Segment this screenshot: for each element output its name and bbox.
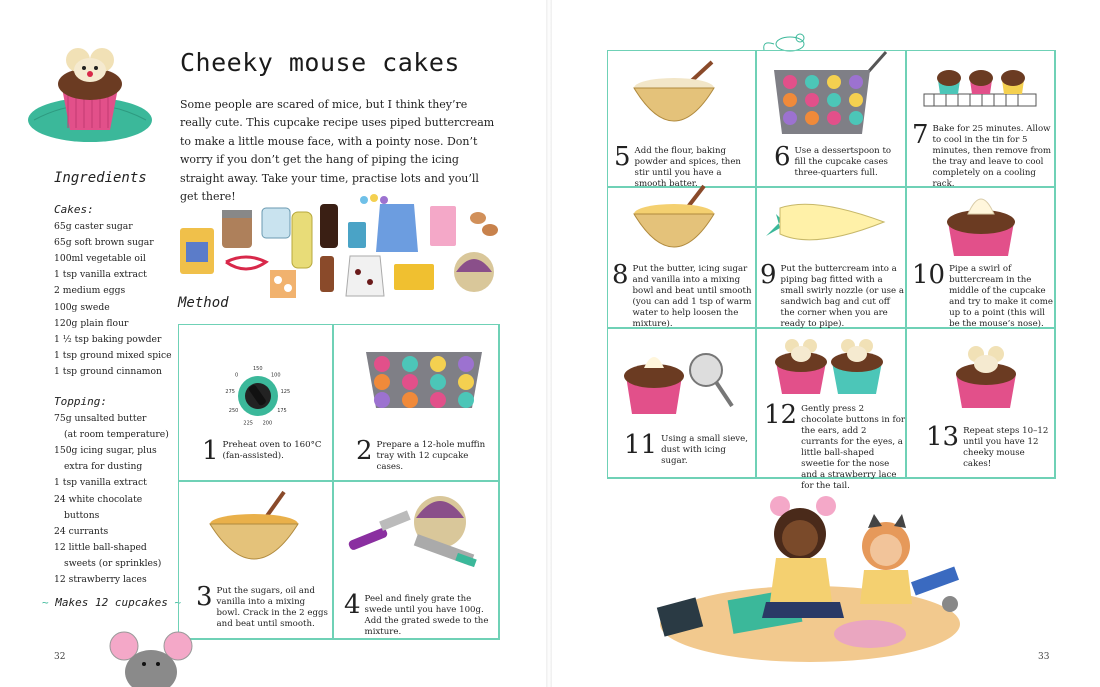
topping-heading: Topping: bbox=[54, 395, 107, 408]
step-4 bbox=[344, 590, 494, 638]
step-9 bbox=[760, 260, 904, 330]
ingredient-item: extra for dusting bbox=[64, 461, 143, 473]
cupcake-case bbox=[827, 75, 841, 89]
ingredient-item: 75g unsalted butter bbox=[54, 413, 147, 425]
step-text: Bake for 25 minutes. Allow to cool in the tin for 5 minutes, then remove from the tray and leave to cool completely on a cooling rack. bbox=[932, 124, 1052, 189]
step-number: 5 bbox=[614, 142, 631, 172]
page-number-left: 32 bbox=[54, 652, 66, 662]
squiggle-right-icon: ~ bbox=[174, 596, 182, 609]
mouse-cupcakes-illustration bbox=[772, 332, 892, 398]
step-text: Add the flour, baking powder and spices, then stir until you have a smooth batter. bbox=[634, 146, 741, 189]
dial-label: 0 bbox=[235, 372, 239, 379]
cupcake-case bbox=[458, 374, 474, 390]
step-text: Gently press 2 chocolate buttons in for the ears, add 2 currants for the eyes, a little ball-shaped sweetie for the nose and a strawberry lace for the tail. bbox=[801, 404, 906, 491]
mouse-face-illustration bbox=[108, 630, 198, 680]
cupcake-case bbox=[805, 111, 819, 125]
dial-label: 250 bbox=[228, 408, 239, 414]
dial-label: 225 bbox=[243, 420, 253, 427]
dial-label: 200 bbox=[262, 420, 273, 427]
step-number: 4 bbox=[344, 590, 361, 620]
step-text: Put the sugars, oil and vanilla into a mixing bowl. Crack in the 2 eggs and beat until smooth. bbox=[216, 586, 328, 629]
cupcake-case bbox=[430, 392, 446, 408]
cupcake-case bbox=[374, 374, 390, 390]
ingredient-item: 24 white chocolate bbox=[54, 493, 143, 505]
step-number: 11 bbox=[624, 430, 658, 460]
cupcake-case bbox=[827, 93, 841, 107]
ingredient-item: sweets (or sprinkles) bbox=[64, 557, 162, 569]
step-text: Preheat oven to 160°C (fan-assisted). bbox=[222, 440, 322, 461]
step-10 bbox=[912, 260, 1054, 330]
step-text: Prepare a 12-hole muffin tray with 12 cupcake cases. bbox=[376, 440, 486, 472]
step-number: 12 bbox=[764, 400, 798, 430]
makes-text: Makes 12 cupcakes bbox=[55, 596, 168, 609]
ingredient-item: 2 medium eggs bbox=[54, 285, 126, 297]
cupcake-case bbox=[849, 111, 863, 125]
step-1 bbox=[202, 436, 332, 466]
dial-label: 175 bbox=[277, 408, 287, 414]
step-number: 13 bbox=[926, 422, 960, 452]
step-6 bbox=[774, 142, 904, 179]
muffin-tray-illustration bbox=[360, 342, 490, 422]
step-5 bbox=[614, 142, 754, 190]
step-text: Pipe a swirl of buttercream in the middle of the cupcake and try to make it come up to a point (this will be the mouse’s nose). bbox=[949, 264, 1053, 329]
step-11 bbox=[624, 430, 754, 467]
cupcake-case bbox=[402, 392, 418, 408]
ingredient-item: (at room temperature) bbox=[64, 429, 169, 441]
cupcake-case bbox=[402, 356, 418, 372]
step-number: 9 bbox=[760, 260, 777, 290]
cupcake-case bbox=[805, 75, 819, 89]
cupcake-case bbox=[374, 392, 390, 408]
cupcake-top bbox=[969, 70, 993, 86]
method-heading: Method bbox=[178, 295, 229, 311]
dial-label: 100 bbox=[271, 372, 281, 379]
ingredient-item: 1 tsp ground mixed spice bbox=[54, 349, 172, 361]
cupcake-case bbox=[849, 75, 863, 89]
step-text: Use a dessertspoon to fill the cupcake cases three-quarters full. bbox=[794, 146, 892, 178]
cupcake-case bbox=[827, 111, 841, 125]
page-number-right: 33 bbox=[1038, 652, 1050, 662]
ingredient-item: 1 tsp vanilla extract bbox=[54, 269, 147, 281]
step-7 bbox=[912, 120, 1054, 190]
ingredient-item: 24 currants bbox=[54, 525, 109, 537]
piping-bag-illustration bbox=[764, 194, 894, 254]
step-number: 2 bbox=[356, 436, 373, 466]
cupcake-top bbox=[1001, 70, 1025, 86]
step-number: 6 bbox=[774, 142, 791, 172]
right-page bbox=[550, 0, 1100, 687]
ingredient-item: buttons bbox=[64, 509, 100, 521]
ingredient-item: 1 tsp vanilla extract bbox=[54, 477, 147, 489]
ingredient-item: 1 tsp ground cinnamon bbox=[54, 365, 162, 377]
step-number: 1 bbox=[202, 436, 219, 466]
cupcake-case bbox=[783, 111, 797, 125]
cupcake-case bbox=[430, 374, 446, 390]
step-text: Peel and finely grate the swede until you have 100g. Add the grated swede to the mixture. bbox=[364, 594, 489, 637]
ingredient-item: 1 ½ tsp baking powder bbox=[54, 333, 162, 345]
ingredient-item: 150g icing sugar, plus bbox=[54, 445, 157, 457]
step-number: 8 bbox=[612, 260, 629, 290]
step-text: Using a small sieve, dust with icing sugar. bbox=[661, 434, 748, 466]
peeler-grater-illustration bbox=[344, 490, 484, 580]
step-8 bbox=[612, 260, 754, 330]
cakes-ingredient-list bbox=[54, 202, 174, 380]
tray-spoon-illustration bbox=[770, 48, 890, 138]
cupcake-case bbox=[805, 93, 819, 107]
cupcake-case bbox=[458, 392, 474, 408]
ingredient-item: 100g swede bbox=[54, 301, 110, 313]
squiggle-left-icon: ~ bbox=[42, 596, 49, 609]
oven-dial-illustration bbox=[220, 360, 300, 430]
ingredient-item: 120g plain flour bbox=[54, 317, 129, 329]
cupcake-case bbox=[849, 93, 863, 107]
cupcake-top bbox=[937, 70, 961, 86]
step-number: 10 bbox=[912, 260, 946, 290]
cupcake-case bbox=[458, 356, 474, 372]
step-12 bbox=[764, 400, 906, 492]
makes-label bbox=[42, 596, 181, 609]
cakes-heading: Cakes: bbox=[54, 203, 94, 216]
cupcake-swirl-illustration bbox=[938, 190, 1028, 260]
step-text: Put the butter, icing sugar and vanilla into a mixing bowl and beat until smooth (you can add 1 tsp of warm water to help loosen the mixture). bbox=[632, 264, 752, 329]
cupcake-sieve-illustration bbox=[622, 340, 742, 420]
topping-ingredient-list bbox=[54, 394, 174, 588]
bowl-butter-illustration bbox=[628, 186, 728, 266]
step-text: Put the buttercream into a piping bag fitted with a small swirly nozzle (or use a sandwich bag and cut off the corner when you are ready to pipe). bbox=[780, 264, 904, 329]
step-text: Repeat steps 10–12 until you have 12 cheeky mouse cakes! bbox=[963, 426, 1049, 469]
step-2 bbox=[356, 436, 496, 473]
ingredient-item: 12 little ball-shaped bbox=[54, 541, 147, 553]
cooling-rack-illustration bbox=[922, 66, 1042, 116]
cupcake-case bbox=[374, 356, 390, 372]
ingredient-item: 65g caster sugar bbox=[54, 221, 133, 233]
finished-cupcake-illustration bbox=[952, 340, 1022, 410]
mixing-bowl-illustration bbox=[204, 490, 314, 570]
cupcake-case bbox=[430, 356, 446, 372]
dial-label: 125 bbox=[280, 389, 291, 396]
ingredient-item: 65g soft brown sugar bbox=[54, 237, 154, 249]
ingredients-illustration bbox=[178, 192, 508, 302]
step-number: 7 bbox=[912, 120, 929, 150]
step-number: 3 bbox=[196, 582, 213, 612]
children-picnic-illustration bbox=[650, 484, 970, 664]
page-title: Cheeky mouse cakes bbox=[180, 48, 460, 77]
ingredient-item: 12 strawberry laces bbox=[54, 574, 147, 586]
cupcake-case bbox=[783, 75, 797, 89]
intro-paragraph: Some people are scared of mice, but I think they’re really cute. This cupcake recipe uses piped buttercream to make a little mouse face, with a pointy nose. Don’t worry if you don’t get the hang of piping the icing straight away. Take your time, practise lots and you’ll get there! bbox=[180, 98, 495, 204]
cupcake-case bbox=[783, 93, 797, 107]
dial-label: 275 bbox=[225, 389, 235, 396]
step-3 bbox=[196, 582, 330, 630]
dial-label: 150 bbox=[253, 366, 263, 372]
ingredients-heading: Ingredients bbox=[54, 170, 147, 186]
ingredient-item: 100ml vegetable oil bbox=[54, 253, 146, 265]
left-page bbox=[0, 0, 548, 687]
cupcake-case bbox=[402, 374, 418, 390]
mouse-cupcake-illustration bbox=[28, 38, 148, 158]
step-13 bbox=[926, 422, 1054, 470]
bowl-flour-illustration bbox=[628, 60, 728, 140]
